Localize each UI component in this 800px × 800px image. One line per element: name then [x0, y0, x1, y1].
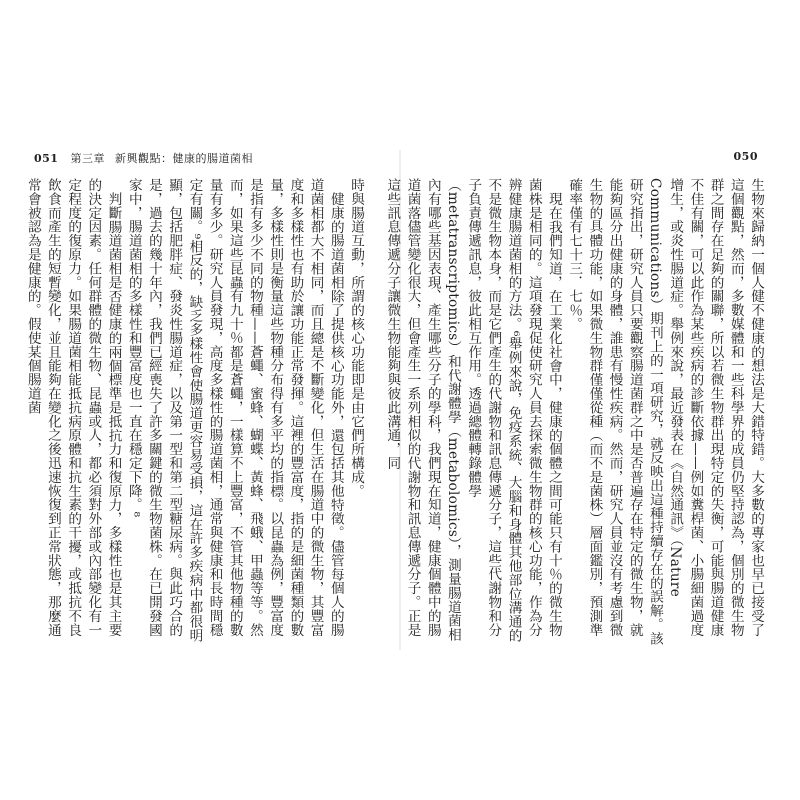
right-body-text: [384, 178, 766, 648]
left-page-number: 051: [34, 152, 59, 165]
right-page-number: 050: [733, 150, 758, 163]
right-running-header: [734, 150, 766, 163]
paragraph: 生物來歸納一個人健不健康的想法是大錯特錯。大多數的專家也早已接受了這個觀點，然而，多數媒體和一些科學界的成員仍堅持認為，個別的微生物群之間存在足夠的關聯，所以若微生物群出現特定的失衡，可能與腸道健康不佳有關，可以此作為某些疾病的診斷依據——例如糞桿菌、小腸細菌過度增生，或炎性腸道症。舉例來說，最近發表在《自然通訊》（Nature Communications）期刊上的一項研究，就反映出這種持續存在的誤解。該研究指出，研究人員只要觀察腸道菌群之中是否普遍存在特定的微生物，就能夠區分出健康的身體，誰患有慢性疾病。然而，研究人員並沒有考慮到微生物的具體功能，如果微生物群僅僅從種（而不是菌株）層面鑑別，預測準確率僅有七十三．七％。: [566, 178, 764, 646]
left-body-text: [24, 178, 366, 648]
paragraph: 時與腸道互動，所謂的核心功能即是由它們所構成。: [348, 178, 364, 498]
chapter-title: 新興觀點：健康的腸道菌相: [114, 152, 253, 165]
paragraph: 現在我們知道，在工業化社會中，健康的個體之間可能只有十％的微生物菌株是相同的。這項發現促使研究人員去探索微生物群的核心功能，作為分辨健康腸道菌相的方法。⁶舉例來說，免疫系統、大腦和身體其他部位溝通的不是微生物本身，而是它們產生的代謝物和訊息傳遞分子，這些代謝物和分子負責傳遞訊息，彼此相互作用。透過總體轉錄體學（metatranscriptomics）和代謝體學（metabolomics），測量腸道菌相內有哪些基因表現、產生哪些分子的學科，我們現在知道，健康個體中的腸道菌落儘管變化很大，但會產生一系列相似的代謝物和訊息傳遞分子。正是這些訊息傳遞分子讓微生物能夠與彼此溝通，同: [384, 178, 562, 643]
paragraph: 判斷腸道菌相是否健康的兩個標準是抵抗力和復原力，多樣性也是其主要的決定因素。任何群體的微生物、昆蟲或人，都必須對外部或內部變化有一定程度的復原力。如果腸道菌相能抵抗病原體和抗生素的干擾，或抵抗不良飲食而產生的短暫變化，並且能夠在變化之後迅速恢復到正常狀態，那麼通常會被認為是健康的。假使某個腸道菌: [24, 178, 122, 637]
right-page: [384, 0, 800, 800]
paragraph: 健康的腸道菌相除了提供核心功能外，還包括其他特徵。儘管每個人的腸道菌相都大不相同，而且總是不斷變化，但生活在腸道中的微生物，其豐富度和多樣性也有助於讓功能正常發揮。這裡的豐富度，指的是細菌種類的數量，多樣性則是衡量這些物種分布得有多平均的指標。以昆蟲為例，豐富度是指有多少不同的物種——蒼蠅、蜜蜂、蝴蝶、黃蜂、飛蛾、甲蟲等等。然而，如果這些昆蟲有九十％都是蒼蠅，一樣算不上豐富，不管其他物種的數量有多少。研究人員發現，高度多樣性的腸道菌相，通常與健康和長時間穩定有關。⁹相反的，缺乏多樣性會使腸道更容易受損，這在許多疾病中都很明顯，包括肥胖症、發炎性腸道症，以及第一型和第二型糖尿病。與此巧合的是，過去的幾十年內，我們已經喪失了許多關鍵的微生物菌株。在已開發國家中，腸道菌相的多樣性和豐富度也一直在穩定下降。⁸: [125, 178, 344, 643]
chapter-label: 第三章: [70, 152, 105, 165]
left-running-header: [34, 150, 253, 166]
